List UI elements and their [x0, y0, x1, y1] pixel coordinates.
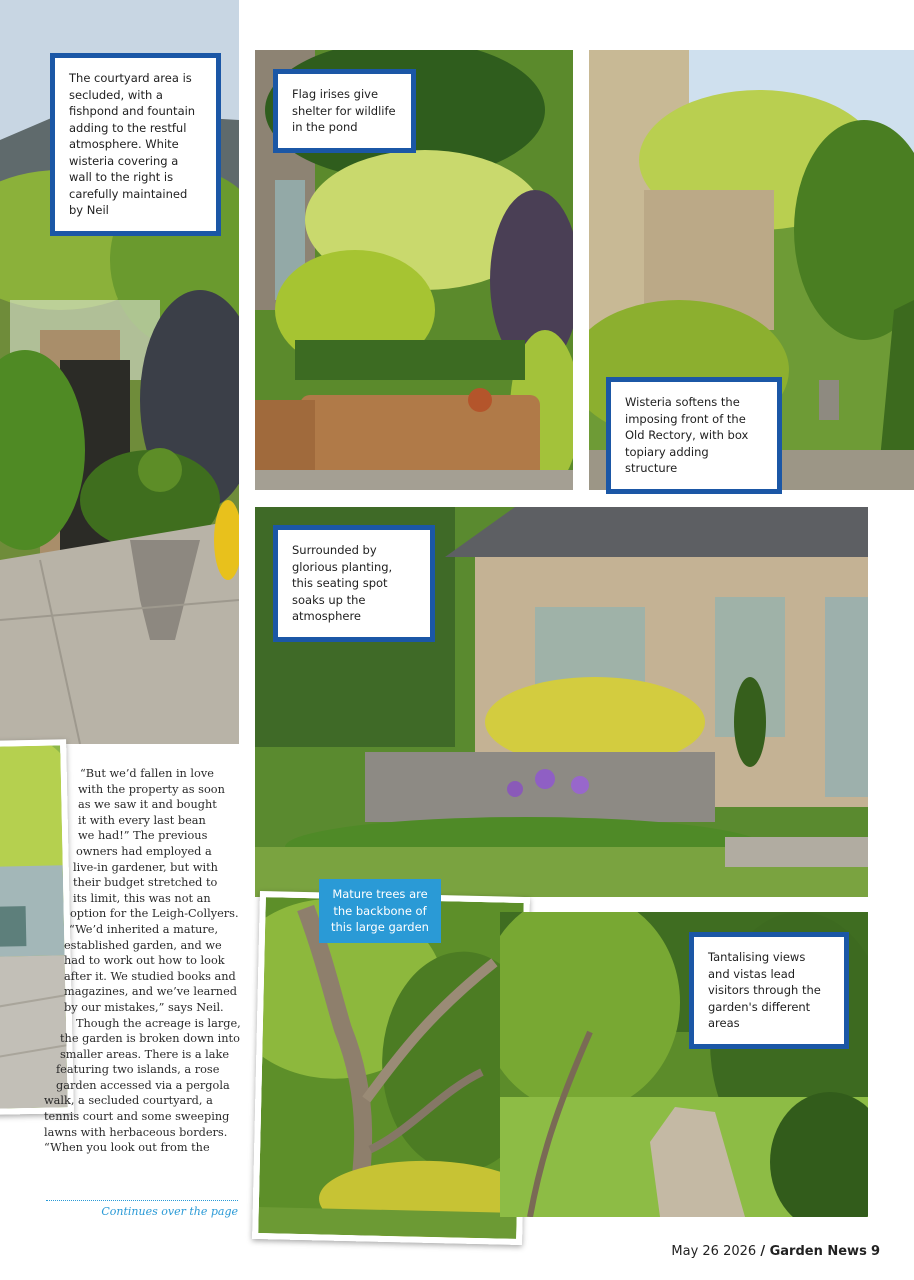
article-line: established garden, and we: [64, 938, 222, 952]
page-folio: [671, 1244, 880, 1259]
continues-divider: [46, 1200, 238, 1201]
article-body: [40, 766, 241, 1156]
article-line: tennis court and some sweeping: [44, 1110, 230, 1124]
article-line: with the property as soon: [78, 782, 225, 796]
article-line: smaller areas. There is a lake: [60, 1047, 230, 1061]
article-line: it with every last bean: [78, 813, 206, 827]
article-line: as we saw it and bought: [78, 798, 217, 812]
article-line: featuring two islands, a rose: [56, 1063, 220, 1077]
irises-caption: Flag irises give shelter for wildlife in the pond: [273, 69, 416, 153]
publication-name: / Garden News: [760, 1244, 867, 1259]
rectory-caption: Wisteria softens the imposing front of the Old Rectory, with box topiary adding structure: [606, 377, 782, 494]
article-line: the garden is broken down into: [60, 1032, 240, 1046]
article-line: its limit, this was not an: [73, 891, 211, 905]
article-line: their budget stretched to: [73, 876, 218, 890]
article-line: Though the acreage is large,: [76, 1016, 241, 1030]
article-line: by our mistakes,” says Neil.: [64, 1000, 224, 1014]
article-line: after it. We studied books and: [64, 969, 236, 983]
article-line: “We’d inherited a mature,: [69, 922, 219, 936]
continues-link[interactable]: Continues over the page: [101, 1205, 238, 1218]
article-line: option for the Leigh-Collyers.: [70, 907, 239, 921]
article-line: “But we’d fallen in love: [80, 767, 214, 780]
seating-caption: Surrounded by glorious planting, this seating spot soaks up the atmosphere: [273, 525, 435, 642]
article-line: “When you look out from the: [44, 1141, 210, 1155]
issue-date: May 26 2026: [671, 1244, 757, 1259]
mature-trees-photo: [252, 891, 530, 1245]
trees-caption: Mature trees are the backbone of this large garden: [319, 879, 441, 943]
article-line: lawns with herbaceous borders.: [44, 1125, 228, 1139]
page-number: 9: [870, 1244, 880, 1259]
article-line: owners had employed a: [76, 844, 212, 858]
article-line: garden accessed via a pergola: [56, 1078, 230, 1092]
article-line: had to work out how to look: [64, 954, 225, 968]
views-caption: Tantalising views and vistas lead visitors through the garden's different areas: [689, 932, 849, 1049]
article-line: walk, a secluded courtyard, a: [44, 1094, 213, 1108]
courtyard-caption: The courtyard area is secluded, with a fishpond and fountain adding to the restful atmosphere. White wisteria covering a wall to the right is carefully maintained by Neil: [50, 53, 221, 236]
article-line: magazines, and we’ve learned: [64, 985, 237, 999]
article-line: live-in gardener, but with: [73, 860, 218, 874]
article-line: we had!” The previous: [78, 829, 208, 843]
